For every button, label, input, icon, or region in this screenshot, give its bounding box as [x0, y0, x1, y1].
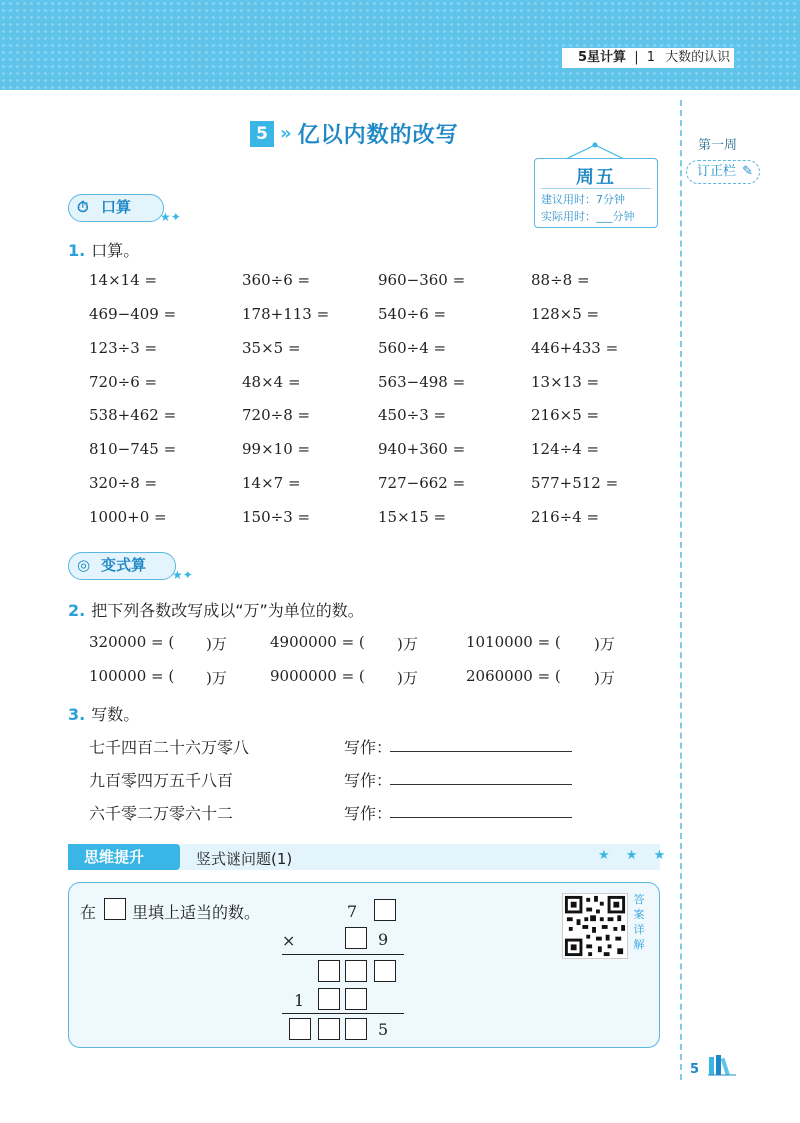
- oral-item: 450÷3 =: [378, 406, 447, 424]
- question-1-text: 口算。: [91, 241, 140, 260]
- puzzle-instruction-pre: 在: [80, 903, 97, 922]
- lesson-title: 亿以内数的改写: [297, 123, 459, 148]
- header-separator: |: [634, 50, 639, 65]
- correction-column-label: [686, 160, 760, 184]
- week-label: 第一周: [698, 138, 738, 153]
- suggested-time: 建议用时：7分钟: [541, 193, 625, 206]
- target-icon: ◎: [77, 556, 91, 574]
- unit-number: 1: [646, 50, 655, 65]
- correction-text: 订正栏: [697, 164, 737, 179]
- thinking-tag: 思维提升: [68, 844, 180, 870]
- section-variant-text: 变式算: [101, 556, 147, 574]
- rewrite-unit: )万: [206, 669, 227, 687]
- actual-time: 实际用时：___分钟: [541, 210, 635, 223]
- oral-item: 360÷6 =: [242, 271, 311, 289]
- star-icon: ★✦: [160, 210, 181, 224]
- oral-item: 123÷3 =: [89, 339, 158, 357]
- write-label: 写作：: [344, 771, 393, 790]
- times-sign: ×: [282, 931, 296, 950]
- digit-7: 7: [347, 902, 358, 921]
- qr-code-icon[interactable]: [562, 893, 628, 959]
- oral-item: 720÷8 =: [242, 406, 311, 424]
- oral-item: 540÷6 =: [378, 305, 447, 323]
- section-oral-label: [68, 194, 164, 222]
- write-label: 写作：: [344, 738, 393, 757]
- oral-item: 150÷3 =: [242, 508, 311, 526]
- rewrite-unit: )万: [206, 635, 227, 653]
- oral-item: 469−409 =: [89, 305, 177, 323]
- running-header: [562, 48, 734, 68]
- chevron-right-icon: »: [280, 123, 292, 144]
- answer-line[interactable]: [390, 751, 572, 752]
- rewrite-unit: )万: [594, 635, 615, 653]
- digit-9: 9: [378, 930, 389, 949]
- answer-line[interactable]: [390, 784, 572, 785]
- question-2-number: 2.: [68, 601, 86, 620]
- oral-item: 538+462 =: [89, 406, 177, 424]
- oral-item: 124÷4 =: [531, 440, 600, 458]
- oral-item: 1000+0 =: [89, 508, 167, 526]
- oral-item: 88÷8 =: [531, 271, 590, 289]
- digit-box[interactable]: [318, 960, 340, 982]
- question-2: [68, 598, 364, 621]
- oral-item: 14×14 =: [89, 271, 158, 289]
- star-icon: ★ ★ ★: [598, 848, 672, 863]
- digit-box[interactable]: [289, 1018, 311, 1040]
- digit-box[interactable]: [345, 1018, 367, 1040]
- oral-item: 14×7 =: [242, 474, 301, 492]
- digit-1: 1: [294, 991, 305, 1010]
- puzzle-instruction-post: 里填上适当的数。: [132, 903, 261, 922]
- oral-item: 178+113 =: [242, 305, 330, 323]
- lesson-heading: [250, 118, 459, 149]
- oral-item: 940+360 =: [378, 440, 466, 458]
- question-1: [68, 238, 139, 261]
- answer-explanation-label: 答案详解: [633, 893, 645, 951]
- oral-item: 577+512 =: [531, 474, 619, 492]
- rule-line: [282, 954, 404, 955]
- oral-item: 128×5 =: [531, 305, 600, 323]
- chinese-number: 六千零二万零六十二: [89, 804, 234, 823]
- stopwatch-icon: ⏱: [77, 198, 89, 216]
- digit-box[interactable]: [374, 960, 396, 982]
- question-3-number: 3.: [68, 705, 86, 724]
- pencil-icon: ✎: [742, 164, 754, 179]
- oral-item: 35×5 =: [242, 339, 301, 357]
- oral-item: 15×15 =: [378, 508, 447, 526]
- thinking-subtitle: 竖式谜问题(1): [196, 850, 293, 868]
- question-2-text: 把下列各数改写成以“万”为单位的数。: [91, 601, 364, 620]
- oral-item: 810−745 =: [89, 440, 177, 458]
- oral-item: 320÷8 =: [89, 474, 158, 492]
- question-1-number: 1.: [68, 241, 86, 260]
- unit-title: 大数的认识: [665, 50, 731, 65]
- digit-5: 5: [378, 1020, 389, 1039]
- digit-box[interactable]: [345, 927, 367, 949]
- digit-box[interactable]: [345, 988, 367, 1010]
- question-3: [68, 702, 139, 725]
- top-banner: [0, 0, 800, 90]
- page-number: 5: [690, 1062, 700, 1077]
- answer-line[interactable]: [390, 817, 572, 818]
- day-title: 周五: [576, 167, 616, 188]
- section-oral-text: 口算: [101, 198, 132, 216]
- chinese-number: 七千四百二十六万零八: [89, 738, 250, 757]
- oral-item: 446+433 =: [531, 339, 619, 357]
- rewrite-unit: )万: [397, 635, 418, 653]
- rewrite-number: 9000000 = (: [270, 667, 365, 685]
- chinese-number: 九百零四万五千八百: [89, 771, 234, 790]
- book-title: 5星计算: [578, 50, 627, 65]
- oral-item: 13×13 =: [531, 373, 600, 391]
- oral-item: 99×10 =: [242, 440, 311, 458]
- oral-item: 720÷6 =: [89, 373, 158, 391]
- rewrite-number: 4900000 = (: [270, 633, 365, 651]
- rewrite-number: 2060000 = (: [466, 667, 561, 685]
- digit-box[interactable]: [318, 1018, 340, 1040]
- rewrite-number: 320000 = (: [89, 633, 175, 651]
- question-3-text: 写数。: [91, 705, 140, 724]
- oral-item: 48×4 =: [242, 373, 301, 391]
- books-icon: [708, 1054, 736, 1076]
- digit-box[interactable]: [318, 988, 340, 1010]
- side-divider: [680, 100, 682, 1080]
- rewrite-unit: )万: [594, 669, 615, 687]
- rule-line: [282, 1013, 404, 1014]
- oral-item: 727−662 =: [378, 474, 466, 492]
- oral-item: 560÷4 =: [378, 339, 447, 357]
- rewrite-unit: )万: [397, 669, 418, 687]
- example-blank-box: [104, 898, 126, 920]
- oral-item: 216÷4 =: [531, 508, 600, 526]
- oral-item: 563−498 =: [378, 373, 466, 391]
- write-label: 写作：: [344, 804, 393, 823]
- lesson-number: 5: [250, 121, 274, 147]
- rewrite-number: 1010000 = (: [466, 633, 561, 651]
- star-icon: ★✦: [172, 568, 193, 582]
- rewrite-number: 100000 = (: [89, 667, 175, 685]
- card-divider: [541, 188, 651, 189]
- day-card: [534, 158, 658, 228]
- oral-item: 960−360 =: [378, 271, 466, 289]
- digit-box[interactable]: [345, 960, 367, 982]
- section-variant-label: [68, 552, 176, 580]
- digit-box[interactable]: [374, 899, 396, 921]
- oral-item: 216×5 =: [531, 406, 600, 424]
